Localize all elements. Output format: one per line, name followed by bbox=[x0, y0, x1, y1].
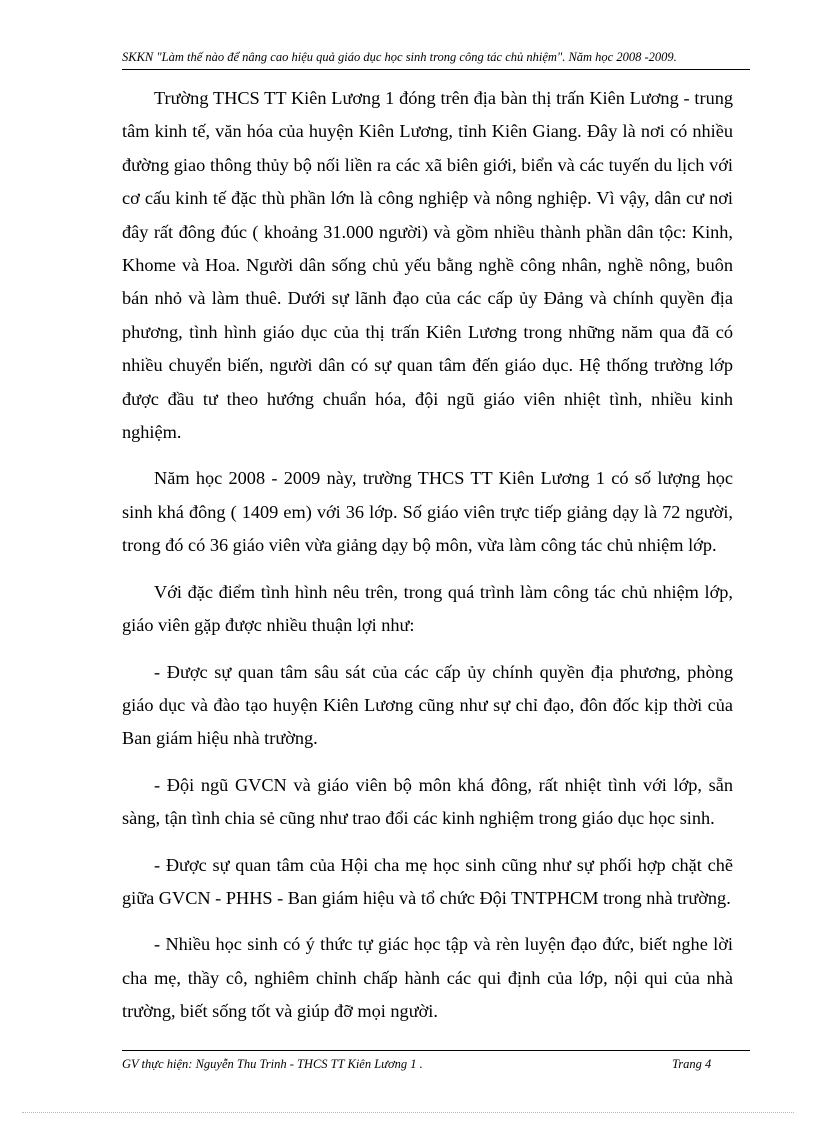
header-divider bbox=[122, 69, 750, 70]
list-item-advantage-4: - Nhiều học sinh có ý thức tự giác học tập và rèn luyện đạo đức, biết nghe lời cha mẹ, thầy cô, nghiêm chỉnh chấp hành các qui định của lớp, nội qui của nhà trường, biết sống tốt và giúp đỡ mọi người. bbox=[122, 934, 733, 1022]
document-body bbox=[122, 82, 733, 1042]
paragraph-advantages-intro: Với đặc điểm tình hình nêu trên, trong quá trình làm công tác chủ nhiệm lớp, giáo viên gặp được nhiều thuận lợi như: bbox=[122, 581, 733, 636]
list-item-advantage-2: - Đội ngũ GVCN và giáo viên bộ môn khá đông, rất nhiệt tình với lớp, sẵn sàng, tận tình chia sẻ cũng như trao đổi các kinh nghiệm trong giáo dục học sinh. bbox=[122, 774, 733, 829]
footer-divider bbox=[122, 1050, 750, 1051]
list-item-advantage-3: - Được sự quan tâm của Hội cha mẹ học sinh cũng như sự phối hợp chặt chẽ giữa GVCN - PHHS - Ban giám hiệu và tổ chức Đội TNTPHCM trong nhà trường. bbox=[122, 854, 733, 908]
page-number: Trang 4 bbox=[672, 1057, 712, 1071]
footer-author: GV thực hiện: Nguyễn Thu Trinh - THCS TT Kiên Lương 1 . bbox=[122, 1057, 423, 1071]
paragraph-school-context: Trường THCS TT Kiên Lương 1 đóng trên địa bàn thị trấn Kiên Lương - trung tâm kinh tế, văn hóa của huyện Kiên Lương, tỉnh Kiên Giang. Đây là nơi có nhiều đường giao thông thủy bộ nối liền ra các xã biên giới, biển và các tuyến du lịch với cơ cấu kinh tế đặc thù phần lớn là công nghiệp và nông nghiệp. Vì vậy, dân cư nơi đây rất đông đúc ( khoảng 31.000 người) và gồm nhiều thành phần dân tộc: Kinh, Khome và Hoa. Người dân sống chủ yếu bằng nghề công nhân, nghề nông, buôn bán nhỏ và làm thuê. Dưới sự lãnh đạo của các cấp ủy Đảng và chính quyền địa phương, tình hình giáo dục của thị trấn Kiên Lương trong những năm qua đã có nhiều chuyển biến, người dân có sự quan tâm đến giáo dục. Hệ thống trường lớp được đầu tư theo hướng chuẩn hóa, đội ngũ giáo viên nhiệt tình, nhiều kinh nghiệm. bbox=[122, 88, 733, 443]
page-header: SKKN "Làm thế nào để nâng cao hiệu quả giáo dục học sinh trong công tác chủ nhiệm". Năm học 2008 -2009. bbox=[122, 50, 677, 64]
paragraph-school-stats: Năm học 2008 - 2009 này, trường THCS TT Kiên Lương 1 có số lượng học sinh khá đông ( 1409 em) với 36 lớp. Số giáo viên trực tiếp giảng dạy là 72 người, trong đó có 36 giáo viên vừa giảng dạy bộ môn, vừa làm công tác chủ nhiệm lớp. bbox=[122, 468, 733, 556]
page-edge-marker bbox=[22, 1112, 794, 1113]
list-item-advantage-1: - Được sự quan tâm sâu sát của các cấp ủy chính quyền địa phương, phòng giáo dục và đào tạo huyện Kiên Lương cũng như sự chỉ đạo, đôn đốc kịp thời của Ban giám hiệu nhà trường. bbox=[122, 661, 733, 749]
